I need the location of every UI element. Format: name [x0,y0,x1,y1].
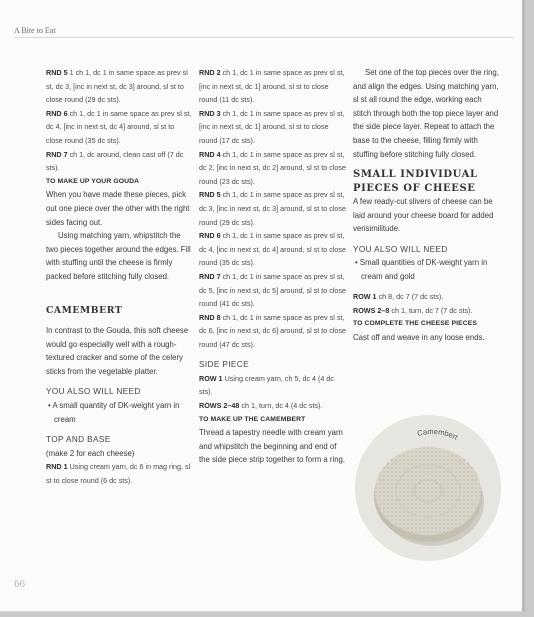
camembert-intro: In contrast to the Gouda, this soft cheese would go especially well with a rough-textured cracker and some of the celery sticks from the vegetable platter. [46,326,189,377]
rnd5-instruction: RND 5 ch 1, dc 1 in same space as prev sl st, dc 3, [inc in next st, dc 3] around, sl st to close round (29 dc sts). [199,190,347,227]
make-up-camembert-heading: TO MAKE UP THE CAMEMBERT [199,415,306,423]
make-up-gouda-heading: TO MAKE UP YOUR GOUDA [46,177,140,185]
make-up-camembert-text: Thread a tapestry needle with cream yarn and whipstitch the beginning and end of the side piece strip together to form a ring. [199,428,346,465]
you-also-need-item-2: • Small quantities of DK-weight yarn in cream and gold [355,258,488,281]
attach-top-para: Set one of the top pieces over the ring, and align the edges. Using matching yarn, sl st all round the edge, working each stitch through both the top piece layer and the side piece layer. Repeat to attach the base to the cheese, filling firmly with stuffing before stitching fully closed. [353,68,499,159]
camembert-title: CAMEMBERT [46,304,123,316]
rnd6-instruction: RND 6 ch 1, dc 1 in same space as prev sl st, dc 4, [inc in next st, dc 4] around, sl st to close round (35 dc sts). [199,231,347,268]
camembert-illustration [354,414,502,562]
rnd5-instruction: RND 5 1 ch 1, dc 1 in same space as prev sl st, dc 3, [inc in next st, dc 3] around, sl st to close round (29 dc sts). [46,68,188,105]
page-number: 66 [14,578,25,590]
side-piece-title: SIDE PIECE [199,360,249,370]
cheese-top [375,447,481,535]
running-head: A Bite to Eat [14,26,56,35]
complete-heading: TO COMPLETE THE CHEESE PIECES [353,320,478,328]
you-also-need-title: YOU ALSO WILL NEED [46,387,141,397]
rnd4-instruction: RND 4 ch 1, dc 1 in same space as prev sl st, dc 2, [inc in next st, dc 2] around, sl st to close round (23 dc sts). [199,149,347,186]
column-2 [199,66,347,467]
complete-text: Cast off and weave in any loose ends. [353,333,485,343]
rnd7-instruction: RND 7 ch 1, dc around, clean cast off (7 dc sts). [46,149,184,173]
column-1 [46,66,192,487]
top-base-note: (make 2 for each cheese) [46,448,135,458]
rnd2-instruction: RND 2 ch 1, dc 1 in same space as prev sl st, [inc in next st, dc 1] around, sl st to close round (11 dc sts). [199,68,345,105]
rnd3-instruction: RND 3 ch 1, dc 1 in same space as prev sl st, [inc in next st, dc 1] around, sl st to close round (17 dc sts). [199,108,345,145]
camembert-photo [354,414,502,562]
top-base-title: TOP AND BASE [46,435,111,445]
row1-small-instruction: ROW 1 ch 8, dc 7 (7 dc sts). [353,292,444,302]
header-rule [14,37,514,38]
photo-caption: Camembert [416,427,460,442]
rnd6-instruction: RND 6 ch 1, dc 1 in same space as prev sl st, dc 4, [inc in next st, dc 4] around, sl st to close round (35 dc sts). [46,108,192,145]
rnd1-instruction: RND 1 Using cream yarn, dc 6 in mag ring, sl st to close round (6 dc sts). [46,462,191,485]
rows-small-instruction: ROWS 2–8 ch 1, turn, dc 7 (7 dc sts). [353,305,473,315]
you-also-need-item: • A small quantity of DK-weight yarn in cream [48,401,180,424]
make-up-gouda-para2: Using matching yarn, whipstitch the two pieces together around the edges. Fill with stuffing until the cheese is firmly packed before stitching fully closed. [46,231,191,281]
small-pieces-intro: A few ready-cut slivers of cheese can be laid around your cheese board for added verisimilitude. [353,197,494,234]
small-pieces-title: SMALL INDIVIDUAL PIECES OF CHEESE [353,168,478,194]
rnd7-instruction: RND 7 ch 1, dc 1 in same space as prev sl st, dc 5, [inc in next st, dc 5] around, sl st to close round (41 dc sts). [199,271,347,309]
rows-instruction: ROWS 2–48 ch 1, turn, dc 4 (4 dc sts). [199,401,323,411]
row1-instruction: ROW 1 Using cream yarn, ch 5, dc 4 (4 dc sts). [199,373,335,397]
rnd8-instruction: RND 8 ch 1, dc 1 in same space as prev sl st, dc 6, [inc in next st, dc 6] around, sl st to close round (47 dc sts). [199,312,347,349]
you-also-need-title-2: YOU ALSO WILL NEED [353,244,448,254]
column-3 [353,66,499,345]
make-up-gouda-para1: When you have made these pieces, pick out one piece over the other with the right sides facing out. [46,190,190,227]
